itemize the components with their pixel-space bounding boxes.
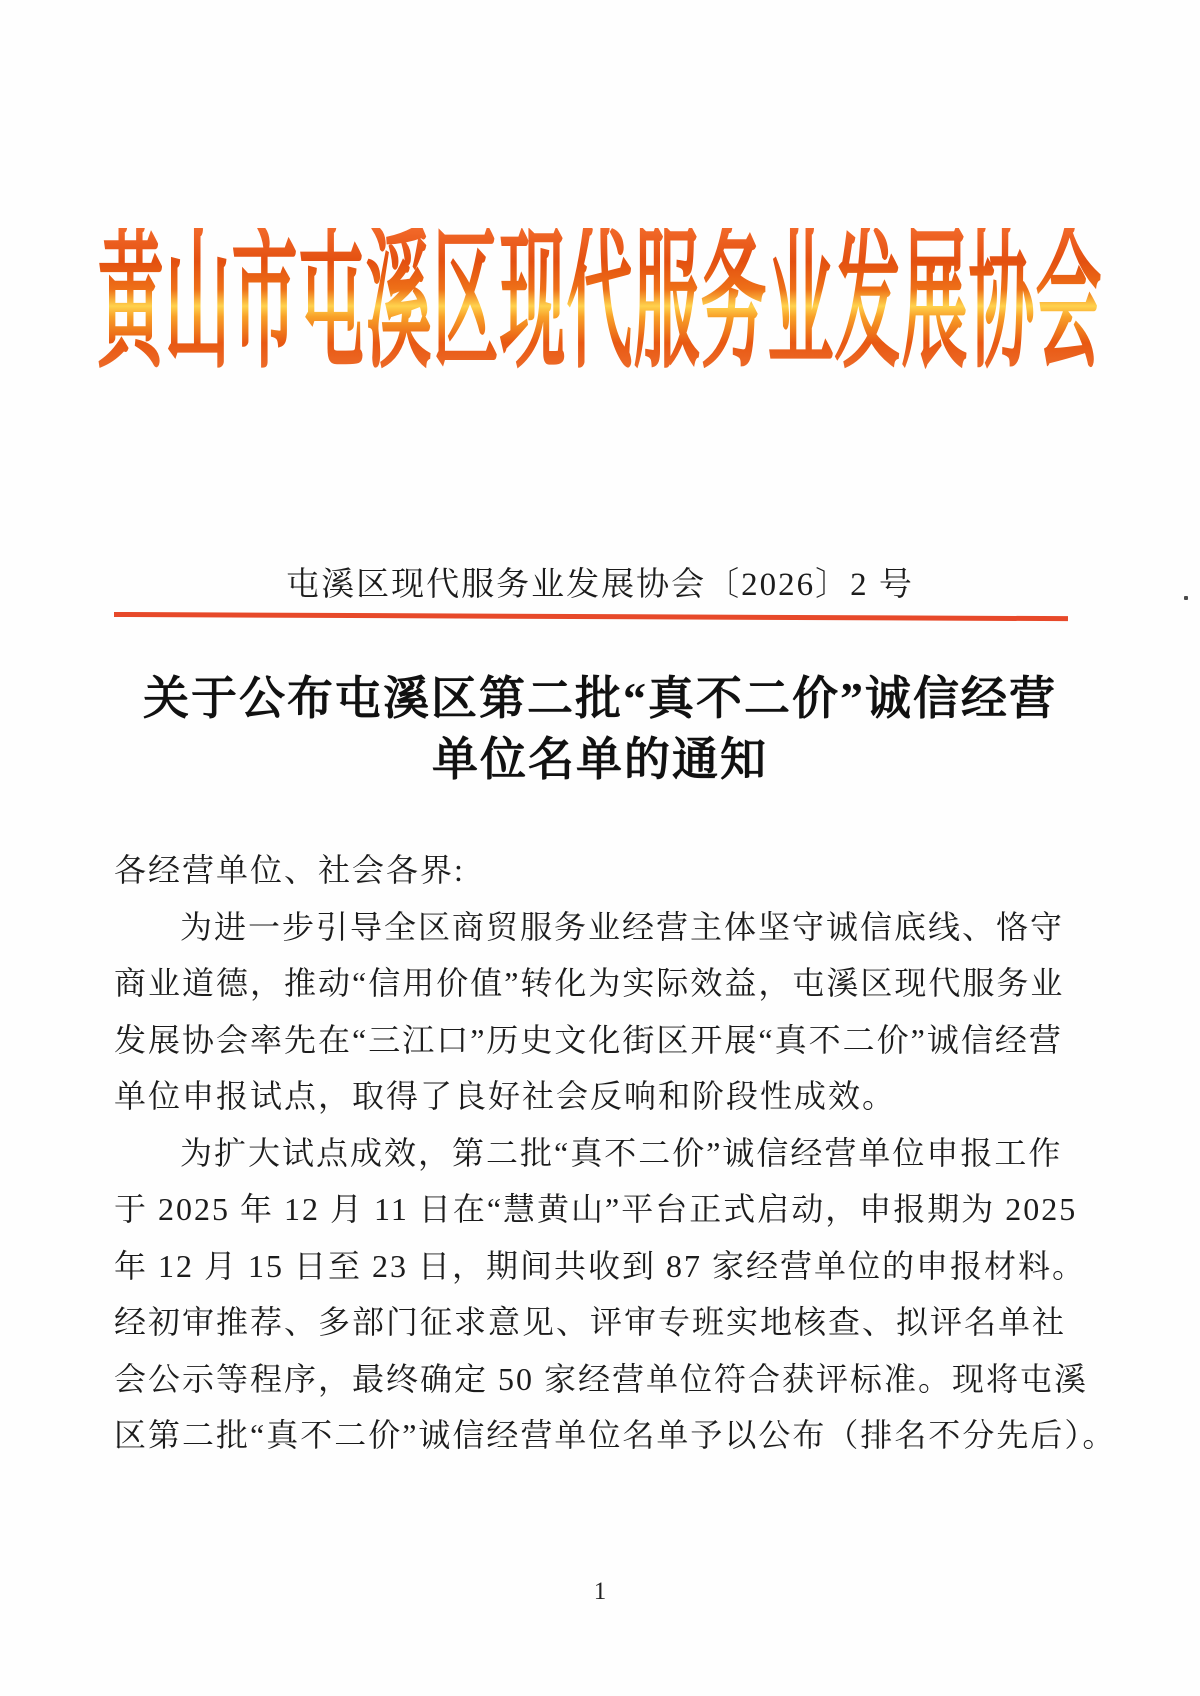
page-number: 1 [593,1578,607,1605]
document-title-line2: 单位名单的通知 [432,734,768,785]
document-title [0,668,1200,790]
document-title-line1: 关于公布屯溪区第二批“真不二价”诚信经营 [143,673,1057,724]
scan-artifact-dot [1184,596,1188,600]
document-body [114,842,1117,1464]
body-line: 区第二批“真不二价”诚信经营单位名单予以公布（排名不分先后）。 [114,1417,1117,1453]
body-line: 为扩大试点成效，第二批“真不二价”诚信经营单位申报工作 [180,1134,1063,1171]
body-line: 为进一步引导全区商贸服务业经营主体坚守诚信底线、恪守 [180,908,1065,945]
body-line: 于 2025 年 12 月 11 日在“慧黄山”平台正式启动，申报期为 2025 [114,1191,1078,1227]
body-line: 会公示等程序，最终确定 50 家经营单位符合获评标准。现将屯溪 [114,1360,1089,1397]
body-line: 年 12 月 15 日至 23 日，期间共收到 87 家经营单位的申报材料。 [114,1247,1087,1284]
doc-reference-number: 屯溪区现代服务业发展协会〔2026〕2 号 [286,567,914,603]
letterhead-org-name: 黄山市屯溪区现代服务业发展协会 [0,228,1200,381]
body-line: 商业道德，推动“信用价值”转化为实际效益，屯溪区现代服务业 [114,965,1065,1001]
body-line: 单位申报试点，取得了良好社会反响和阶段性成效。 [114,1078,897,1114]
letterhead-divider-rule [114,612,1068,621]
body-line: 发展协会率先在“三江口”历史文化街区开展“真不二价”诚信经营 [114,1021,1063,1058]
salutation-line: 各经营单位、社会各界: [114,852,465,888]
body-line: 经初审推荐、多部门征求意见、评审专班实地核查、拟评名单社 [114,1304,1067,1340]
